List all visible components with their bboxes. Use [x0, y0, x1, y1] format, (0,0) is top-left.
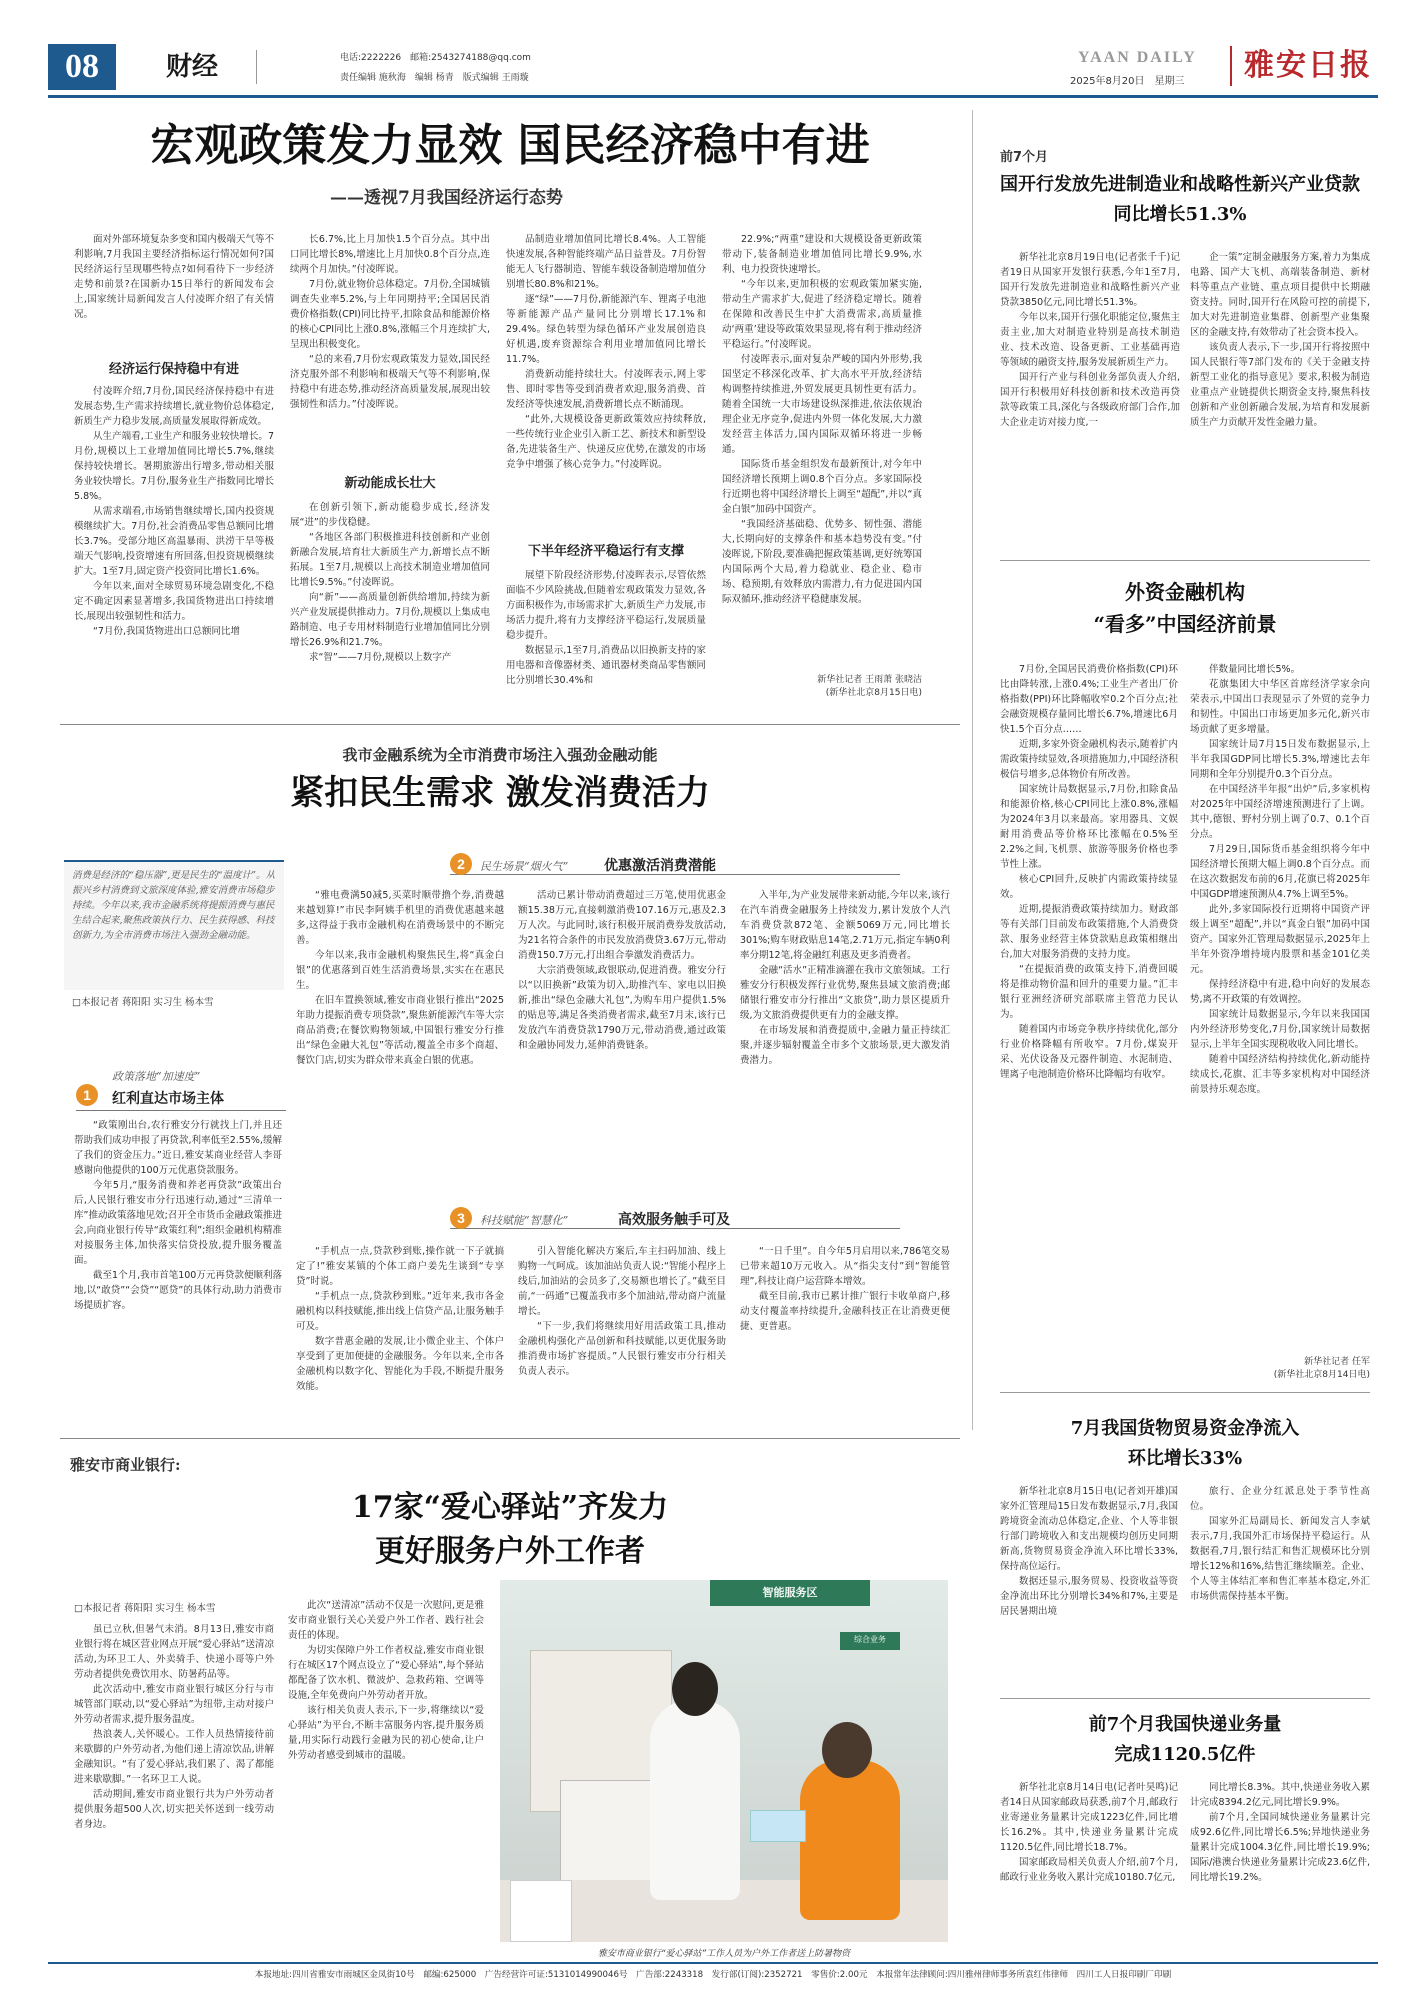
- contact-line: 电话:2222226 邮箱:2543274188@qq.com: [340, 53, 531, 63]
- header-separator: [256, 50, 257, 84]
- lead-subhead-2: 新动能成长壮大: [344, 476, 436, 491]
- photo-water-bottles: [750, 1810, 806, 1842]
- consumption-c6: 引入智能化解决方案后,车主扫码加油、线上购物一气呵成。该加油站负责人说:“智能小程序上线后,加油站的会员多了,交易额也增长了。”截至目前,“一码通”已覆盖我市多个加油站,带动商户流量增长。 “下一步,我们将继续用好用活政策工具,推动金融机构强化产品创新和科技赋能,以更优服务助推消费市场扩容提质。”人民银行雅安市分行相关负责人表示。: [518, 1246, 726, 1377]
- lead-col2-top: 长6.7%,比上月加快1.5个百分点。其中出口同比增长8%,增速比上月加快0.8个百分点,连续两个月加快。”付凌晖说。 7月份,就业物价总体稳定。7月份,全国城镇调查失业率5.2%,与上年同期持平;全国居民消费价格指数(CPI)同比持平,扣除食品和能源价格的核心CPI同比上涨0.8%,涨幅三个月连续扩大,呈现出积极变化。 “总的来看,7月份宏观政策发力显效,国民经济克服外部不利影响和极端天气等不利影响,保持稳中有进态势,推动经济高质量发展,展现出较强韧性和活力。”付凌晖说。: [290, 234, 490, 410]
- foreign-title: 外资金融机构 “看多”中国经济前景: [1093, 580, 1277, 636]
- lead-title: 宏观政策发力显效 国民经济稳中有进: [150, 120, 870, 171]
- lead-vertical-divider: [972, 110, 973, 1430]
- sec3-tag: 科技赋能“智慧化”: [480, 1214, 569, 1227]
- masthead-divider: [1230, 46, 1232, 86]
- station-reporter: □本报记者 蒋阳阳 实习生 杨本雪: [74, 1603, 216, 1614]
- lead-col3-body: 展望下阶段经济形势,付凌晖表示,尽管依然面临不少风险挑战,但随着宏观政策发力显效,各方面积极作为,市场需求扩大,新质生产力发展,市场活力提升,将有力支撑经济平稳运行,发展质量稳步提升。 数据显示,1至7月,消费品以旧换新支持的家用电器和音像器材类、通讯器材类商品零售额同比分别增长30.4%和: [506, 570, 706, 686]
- foreign-byline: 新华社记者 任军 (新华社北京8月14日电): [1273, 1357, 1370, 1380]
- lead-subhead-3: 下半年经济平稳运行有支撑: [527, 544, 684, 559]
- header-rule: [48, 95, 1378, 98]
- footer-info: 本报地址:四川省雅安市雨城区金凤街10号 邮编:625000 广告经营许可证:5131014990046号 广告部:2243318 发行部(订阅):2352721 零售价:2.00元 本报常年法律顾问:四川雅州律师事务所袁红伟律师 四川工人日报印刷厂印刷: [254, 1970, 1172, 1980]
- paper-name-logo: 雅安日报: [1244, 48, 1372, 83]
- station-title: 17家“爱心驿站”齐发力 更好服务户外工作者: [351, 1490, 669, 1569]
- express-title: 前7个月我国快递业务量 完成1120.5亿件: [1088, 1714, 1282, 1765]
- footer-rule: [48, 1962, 1378, 1964]
- station-c1: 虽已立秋,但暑气未消。8月13日,雅安市商业银行将在城区营业网点开展“爱心驿站”送清凉活动,为环卫工人、外卖骑手、快递小哥等户外劳动者提供免费饮用水、防暑药品等。 此次活动中,雅安市商业银行城区分行与市城管部门联动,以“爱心驿站”为纽带,主动对接户外劳动者需求,提升服务温度。 热浪袭人,关怀暖心。工作人员热情接待前来歇脚的户外劳动者,为他们递上清凉饮品,讲解金融知识。“有了爱心驿站,我们累了、渴了都能进来歇歇脚。”一名环卫工人说。 活动期间,雅安市商业银行共为户外劳动者提供服务超500人次,切实把关怀送到一线劳动者身边。: [74, 1624, 274, 1830]
- page-header: [48, 40, 1378, 92]
- fx-col1: 新华社北京8月15日电(记者刘开雄)国家外汇管理局15日发布数据显示,7月,我国跨境资金流动总体稳定,企业、个人等非银行部门跨境收入和支出规模均创历史同期新高,货物贸易资金净流入环比增长33%,保持高位运行。 数据还显示,服务贸易、投资收益等资金净流出环比分别增长34%和7%,主要是居民暑期出境: [1000, 1486, 1178, 1617]
- foreign-col2: 伴数量同比增长5%。 花旗集团大中华区首席经济学家余向荣表示,中国出口表现显示了外贸的竞争力和韧性。中国出口市场更加多元化,新兴市场贡献了更多增量。 国家统计局7月15日发布数据显示,上半年我国GDP同比增长5.3%,增速比去年同期和全年分别提升0.3个百分点。 在中国经济半年报“出炉”后,多家机构对2025年中国经济增速预测进行了上调。其中,德银、野村分别上调了0.7、0.1个百分点。 7月29日,国际货币基金组织将今年中国经济增长预期大幅上调0.8个百分点。而在这次数据发布前的6月,花旗已将2025年中国GDP增速预测从4.7%上调至5%。 此外,多家国际投行近期将中国资产评级上调至“超配”,并以“真金白银”加码中国资产。国家外汇管理局数据显示,2025年上半年外资净增持境内股票和基金101亿美元。 保持经济稳中有进,稳中向好的发展态势,离不开政策的有效调控。 国家统计局数据显示,今年以来我国国内外经济形势变化,7月份,国家统计局数据显示,上半年全国实现税收收入同比增长。 随着中国经济结构持续优化,新动能持续成长,花旗、汇丰等多家机构对中国经济前景持乐观态度。: [1190, 664, 1370, 1095]
- foreign-col1: 7月份,全国居民消费价格指数(CPI)环比由降转涨,上涨0.4%;工业生产者出厂价格指数(PPI)环比降幅收窄0.2个百分点;社会融资规模存量同比增长6.7%,增速比6月快1.5个百分点…… 近期,多家外资金融机构表示,随着扩内需政策持续显效,各项措施加力,中国经济积极信号增多,总体物价有所改善。 国家统计局数据显示,7月份,扣除食品和能源价格,核心CPI同比上涨0.8%,涨幅为2024年3月以来最高。家用器具、文娱耐用消费品等价格环比涨幅在0.5%至2.2%之间,飞机票、旅游等服务价格也季节性上涨。 核心CPI回升,反映扩内需政策持续显效。 近期,提振消费政策持续加力。财政部等有关部门目前发布政策措施,个人消费贷款、服务业经营主体贷款贴息政策相继出台,加大对服务消费的支持力度。 “在提振消费的政策支持下,消费回暖将是推动物价温和回升的重要力量。”汇丰银行亚洲经济研究部联席主管范力民认为。 随着国内市场竞争秩序持续优化,部分行业价格降幅有所收窄。7月份,煤炭开采、光伏设备及元器件制造、水泥制造、锂离子电池制造价格环比降幅均有收窄。: [1000, 664, 1178, 1080]
- station-photo: [500, 1580, 948, 1942]
- consumption-c3: 活动已累计带动消费超过三万笔,使用优惠金额15.38万元,直接刺激消费107.16万元,惠及2.3万人次。与此同时,该行积极开展消费券发放活动,为21名符合条件的市民发放消费贷3.67万元,带动消费150.7万元,打出组合拳激发消费活力。 大宗消费领域,政银联动,促进消费。雅安分行以“以旧换新”政策为切入,助推汽车、家电以旧换新,推出“绿色金融大礼包”,为购车用户提供1.5%的贴息等,满足各类消费者需求,截至7月末,该行已发放汽车消费贷款1790万元,带动消费,通过政策和金融协同发力,延伸消费链条。: [518, 890, 726, 1051]
- lead-col1-body: 付凌晖介绍,7月份,国民经济保持稳中有进发展态势,生产需求持续增长,就业物价总体稳定,新质生产力稳步发展,高质量发展取得新成效。 从生产端看,工业生产和服务业较快增长。7月份,规模以上工业增加值同比增长5.7%,继续保持较快增长。暑期旅游出行增多,带动相关服务业较快增长。7月份,服务业生产指数同比增长5.8%。 从需求端看,市场销售继续增长,国内投资规模继续扩大。7月份,社会消费品零售总额同比增长3.7%。受部分地区高温暴雨、洪涝干旱等极端天气影响,投资增速有所回落,但投资规模继续扩大。1至7月,固定资产投资同比增长1.6%。 今年以来,面对全球贸易环境急剧变化,不稳定不确定因素显著增多,我国货物进出口持续增长,展现出较强韧性和活力。 “7月份,我国货物进出口总额同比增: [74, 386, 274, 637]
- photo-counter-text: 综合业务: [854, 1635, 886, 1644]
- cdb-col2: 企一策”定制金融服务方案,着力为集成电路、国产大飞机、高端装备制造、新材料等重点产业链、重点项目提供中长期融资支持。同时,国开行在风险可控的前提下,加大对先进制造业集群、创新型产业集聚区的金融支持,有效带动了社会资本投入。 该负责人表示,下一步,国开行将按照中国人民银行等7部门发布的《关于金融支持新型工业化的指导意见》要求,积极为制造业重点产业链提供长期资金支持,聚焦科技创新和产业创新融合发展,为培育和发展新质生产力贡献开发性金融力量。: [1190, 252, 1370, 428]
- sec1-tag: 政策落地“加速度”: [112, 1070, 201, 1083]
- sec2-title: 优惠激活消费潜能: [604, 858, 716, 874]
- date-line: 2025年8月20日 星期三: [1070, 76, 1185, 87]
- photo-staff-figure: [650, 1700, 740, 1900]
- consumption-kicker: 我市金融系统为全市消费市场注入强劲金融动能: [342, 746, 658, 764]
- cdb-bottom-rule: [1000, 560, 1370, 561]
- lead-col2-body: 在创新引领下,新动能稳步成长,经济发展“进”的步伐稳健。 “各地区各部门积极推进科技创新和产业创新融合发展,培育壮大新质生产力,新增长点不断拓展。1至7月,规模以上高技术制造业增加值同比增长9.5%。”付凌晖说。 向“新”——高质量创新供给增加,持续为新兴产业发展提供推动力。7月份,规模以上集成电路制造、电子专用材料制造行业增加值同比分别增长26.9%和21.7%。 求“智”——7月份,规模以上数字产: [290, 502, 490, 663]
- lead-byline: 新华社记者 王雨萧 张晓洁 (新华社北京8月15日电): [817, 675, 922, 698]
- lead-bottom-rule: [60, 724, 960, 725]
- sec3-title: 高效服务触手可及: [618, 1212, 730, 1228]
- fx-bottom-rule: [1000, 1698, 1370, 1699]
- fx-col2: 旅行、企业分红派息处于季节性高位。 国家外汇局副局长、新闻发言人李斌表示,7月,我国外汇市场保持平稳运行。从数据看,7月,银行结汇和售汇规模环比分别增长12%和16%,结售汇继续顺差。企业、个人等主体结汇率和售汇率基本稳定,外汇市场供需保持基本平衡。: [1190, 1486, 1370, 1602]
- fx-title: 7月我国货物贸易资金净流入 环比增长33%: [1070, 1418, 1300, 1469]
- consumption-c4: 入半年,为产业发展带来新动能,今年以来,该行在汽车消费金融服务上持续发力,累计发放个人汽车消费贷款872笔、金额5069万元,同比增长301%;购车财政贴息14笔,2.71万元,指定车辆0利率分期12笔,将金融红利惠及更多消费者。 金融“活水”正精准滴灌在我市文旅领域。工行雅安分行积极发挥行业优势,聚焦县域文旅消费;邮储银行雅安市分行推出“文旅贷”,助力景区提质升级,为文旅消费提供更有力的金融支撑。 在市场发展和消费提质中,金融力量正持续汇聚,并逐步辐射覆盖全市多个文旅场景,更大激发消费潜力。: [740, 890, 950, 1066]
- consumption-c1: “政策刚出台,农行雅安分行就找上门,并且还帮助我们成功申报了再贷款,利率低至2.55%,缓解了我们的资金压力。”近日,雅安某商业经营人李哥感谢向他提供的100万元优惠贷款服务。 今年5月,“服务消费和养老再贷款”政策出台后,人民银行雅安市分行迅速行动,通过“三清单一库”推动政策落地见效;召开全市货币金融政策推进会,向商业银行传导“政策红利”;组织金融机构精准对接服务主体,加快落实信贷投放,提升服务覆盖面。 截至1个月,我市首笔100万元再贷款便顺利落地,以“敢贷”“会贷”“愿贷”的具体行动,助力消费市场提质扩容。: [74, 1120, 282, 1311]
- lead-col1-intro: 面对外部环境复杂多变和国内极端天气等不利影响,7月我国主要经济指标运行情况如何?国民经济运行呈现哪些特点?如何看待下一步经济走势和前景?在国新办15日举行的新闻发布会上,国家统计局新闻发言人付凌晖介绍了有关情况。: [74, 234, 274, 320]
- photo-worker-head: [822, 1722, 872, 1778]
- sec1-line: [76, 1110, 286, 1111]
- express-col1: 新华社北京8月14日电(记者叶昊鸣)记者14日从国家邮政局获悉,前7个月,邮政行业寄递业务量累计完成1223亿件,同比增长16.2%。其中,快递业务量累计完成1120.5亿件,同比增长18.7%。 国家邮政局相关负责人介绍,前7个月,邮政行业业务收入累计完成10180.7亿元,: [1000, 1782, 1178, 1883]
- consumption-bottom-rule: [60, 1438, 960, 1439]
- photo-cooler: [510, 1880, 572, 1942]
- page-number: 08: [65, 48, 99, 85]
- station-kicker: 雅安市商业银行:: [70, 1456, 181, 1474]
- station-c2: 此次“送清凉”活动不仅是一次慰问,更是雅安市商业银行关心关爱户外工作者、践行社会责任的体现。 为切实保障户外工作者权益,雅安市商业银行在城区17个网点设立了“爱心驿站”,每个驿站都配备了饮水机、微波炉、急救药箱、空调等设施,全年免费向户外劳动者开放。 该行相关负责人表示,下一步,将继续以“爱心驿站”为平台,不断丰富服务内容,提升服务质量,用实际行动践行金融为民的初心使命,让户外劳动者感受到城市的温暖。: [288, 1600, 484, 1761]
- consumption-c7: “一日千里”。自今年5月启用以来,786笔交易已带来超10万元收入。从“指尖支付”到“智能管理”,科技让商户运营降本增效。 截至目前,我市已累计推广银行卡收单商户,移动支付覆盖率持续提升,金融科技正在让消费更便捷、更普惠。: [740, 1246, 950, 1332]
- lead-col4: 22.9%;“两重”建设和大规模设备更新政策带动下,装备制造业增加值同比增长9.9%,水利、电力投资快速增长。 “今年以来,更加积极的宏观政策加紧实施,带动生产需求扩大,促进了经济稳定增长。随着在保障和改善民生中扩大消费需求,高质量推动‘两重’建设等政策效果显现,将有利于推动经济平稳运行。”付凌晖说。 付凌晖表示,面对复杂严峻的国内外形势,我国坚定不移深化改革、扩大高水平开放,经济结构调整持续推进,外贸发展更具韧性更有活力。随着全国统一大市场建设纵深推进,依法依规治理企业无序竞争,促进内外贸一体化发展,大力激发经营主体活力,国内国际双循环将进一步畅通。 国际货币基金组织发布最新预计,对今年中国经济增长预期上调0.8个百分点。多家国际投行近期也将中国经济增长上调至“超配”,并以“真金白银”加码中国资产。 “我国经济基础稳、优势多、韧性强、潜能大,长期向好的支撑条件和基本趋势没有变。”付凌晖说,下阶段,要准确把握政策基调,更好统筹国内国际两个大局,着力稳就业、稳企业、稳市场、稳预期,有效释放内需潜力,有力促进国内国际双循环,推动经济平稳健康发展。: [722, 234, 922, 605]
- editors-line: 责任编辑 施秋海 编辑 杨青 版式编辑 王雨璇: [340, 73, 529, 83]
- consumption-intro: 消费是经济的“稳压器”,更是民生的“温度计”。从振兴乡村消费到文旅深度体验,雅安消费市场稳步持续。今年以来,我市金融系统将提振消费与惠民生结合起来,聚焦政策执行力、民生获得感、科技创新力,为全市消费市场注入强劲金融动能。: [72, 870, 275, 941]
- section-name: 财经: [166, 52, 219, 82]
- cdb-kicker: 前7个月: [1000, 150, 1049, 165]
- cdb-col1: 新华社北京8月19日电(记者张千千)记者19日从国家开发银行获悉,今年1至7月,国开行发放先进制造业和战略性新兴产业贷款3850亿元,同比增长51.3%。 今年以来,国开行强化职能定位,聚焦主责主业,加大对制造业特别是高技术制造业、技术改造、设备更新、工业基础再造等领域的融资支持,服务发展新质生产力。 国开行产业与科创业务部负责人介绍,国开行积极用好科技创新和技术改造再贷款等政策工具,深化与各级政府部门合作,加大企业走访对接力度,一: [1000, 252, 1180, 428]
- consumption-reporter: □本报记者 蒋阳阳 实习生 杨本雪: [72, 997, 214, 1008]
- cdb-title: 国开行发放先进制造业和战略性新兴产业贷款同比增长51.3%: [1000, 174, 1360, 225]
- express-col2: 同比增长8.3%。其中,快递业务收入累计完成8394.2亿元,同比增长9.9%。 前7个月,全国同城快递业务量累计完成92.6亿件,同比增长6.5%;异地快递业务量累计完成1004.3亿件,同比增长19.9%;国际/港澳台快递业务量累计完成23.6亿件,同比增长19.2%。: [1190, 1782, 1370, 1883]
- sec2-badge: 2: [450, 853, 472, 875]
- sec1-badge: 1: [76, 1084, 98, 1106]
- lead-subhead-1: 经济运行保持稳中有进: [108, 362, 239, 377]
- photo-staff-head: [672, 1662, 718, 1716]
- lead-subtitle: ——透视7月我国经济运行态势: [330, 188, 563, 208]
- foreign-bottom-rule: [1000, 1392, 1370, 1393]
- consumption-c2: “雅电费满50减5,买菜时顺带撸个券,消费越来越划算!”市民李阿姨手机里的消费优惠越来越多,这得益于我市金融机构在消费场景中的不断完善。 今年以来,我市金融机构聚焦民生,将“真金白银”的优惠落到百姓生活消费场景,实实在在惠民生。 在旧车置换领域,雅安市商业银行推出“2025年助力提振消费专项贷款”,聚焦新能源汽车等大宗商品消费;在餐饮购物领域,中国银行雅安分行推出“绿色金融大礼包”等活动,覆盖全市多个商超、餐饮门店,切实为群众带来真金白银的优惠。: [296, 890, 504, 1066]
- sec1-title: 红利直达市场主体: [112, 1091, 224, 1107]
- photo-sign-text: 智能服务区: [762, 1586, 818, 1599]
- station-photo-caption: 雅安市商业银行“爱心驿站”工作人员为户外工作者送上防暑物资: [597, 1949, 851, 1959]
- photo-worker-figure: [800, 1760, 900, 1920]
- paper-name-en: YAAN DAILY: [1078, 49, 1197, 66]
- consumption-c5: “手机点一点,贷款秒到账,操作就一下子就搞定了!”雅安某镇的个体工商户姜先生谈到“专享贷”时说。 “手机点一点,贷款秒到账。”近年来,我市各金融机构以科技赋能,推出线上信贷产品,让服务触手可及。 数字普惠金融的发展,让小微企业主、个体户享受到了更加便捷的金融服务。今年以来,全市各金融机构以数字化、智能化为手段,不断提升服务效能。: [296, 1246, 504, 1392]
- sec3-badge: 3: [450, 1207, 472, 1229]
- sec2-tag: 民生场景“烟火气”: [480, 860, 569, 873]
- consumption-title: 紧扣民生需求 激发消费活力: [290, 773, 710, 813]
- lead-col3-top: 品制造业增加值同比增长8.4%。人工智能快速发展,各种智能终端产品日益普及。7月份智能无人飞行器制造、智能车载设备制造增加值分别增长80.8%和21%。 逐“绿”——7月份,新能源汽车、锂离子电池等新能源产品产量同比分别增长17.1%和29.4%。绿色转型为绿色循环产业发展创造良好机遇,废弃资源综合利用业增加值同比增长11.7%。 消费新动能持续壮大。付凌晖表示,网上零售、即时零售等受到消费者欢迎,服务消费、首发经济等快速发展,消费新增长点不断涌现。 “此外,大规模设备更新政策效应持续释放,一些传统行业企业引入新工艺、新技术和新型设备,先进装备生产、快递反应优势,在激发的市场竞争中增强了核心竞争力。”付凌晖说。: [506, 234, 706, 470]
